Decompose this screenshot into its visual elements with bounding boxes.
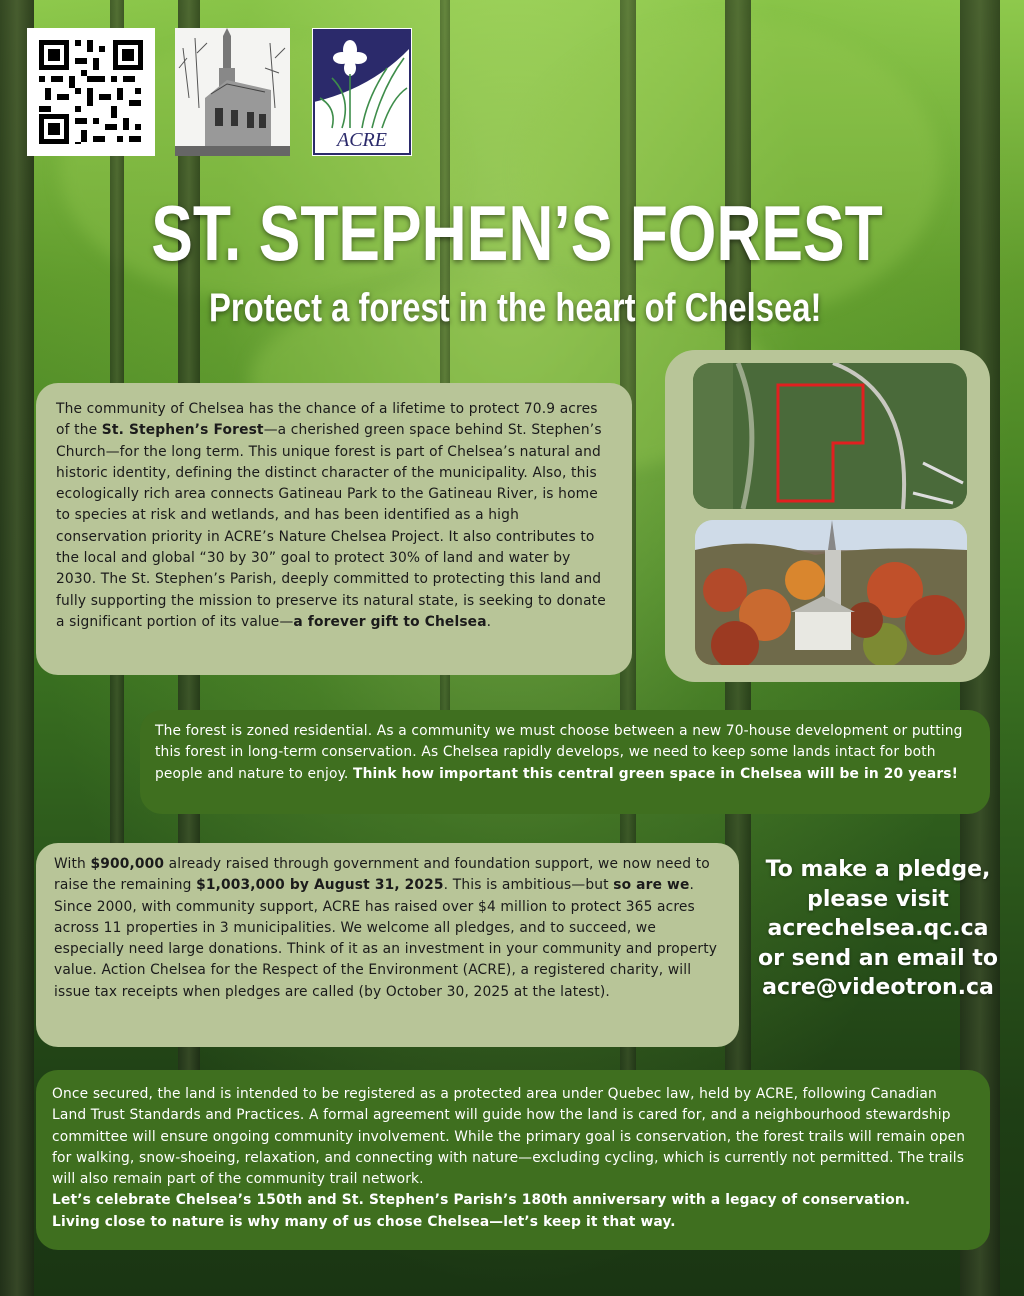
acre-logo — [312, 28, 412, 156]
zoning-text: The forest is zoned residential. As a community we must choose between a new 70-house development or putting this forest in long-term conservation. As Chelsea rapidly develops, we need to keep some lands intact for both people and nature to enjoy. — [155, 723, 963, 782]
anniversary-callout: Let’s celebrate Chelsea’s 150th and St. Stephen’s Parish’s 180th anniversary with a legacy of conservation. — [52, 1192, 911, 1209]
page-title: ST. STEPHEN’S FOREST — [151, 189, 883, 277]
intro-text: The community of Chelsea has the chance of a lifetime to protect 70.9 acres of the — [56, 401, 598, 439]
church-icon — [175, 28, 290, 156]
aerial-photo-icon — [695, 520, 967, 665]
acre-logo-text: ACRE — [337, 129, 387, 151]
funding-text: With — [54, 856, 91, 872]
qr-code-icon — [27, 28, 155, 156]
pledge-line: please visit — [807, 886, 949, 912]
property-map-image — [693, 363, 967, 509]
pledge-line: or send an email to — [758, 945, 998, 971]
conservation-panel — [36, 1070, 990, 1250]
raised-amount: $900,000 — [90, 856, 165, 872]
conservation-text: Once secured, the land is intended to be registered as a protected area under Quebec law, held by ACRE, following Canadian Land Trust Standards and Practices. A formal agreement will guide how the land is cared for, and a neighbourhood stewardship committee will ensure ongoing community involvement. While the primary goal is conservation, the forest trails will remain open for walking, snow-shoeing, relaxation, and connecting with nature—excluding cycling, which is currently not permitted. The trails will also remain part of the community trail network. — [52, 1086, 966, 1188]
iris-flower-icon — [312, 28, 412, 156]
intro-forest-name: St. Stephen’s Forest — [101, 422, 264, 439]
church-sketch-image — [175, 28, 290, 156]
pledge-email-link[interactable]: acre@videotron.ca — [762, 975, 994, 1000]
so-are-we: so are we — [613, 877, 690, 894]
intro-forever-gift: a forever gift to Chelsea — [293, 613, 487, 630]
pledge-website-link[interactable]: acrechelsea.qc.ca — [767, 916, 989, 941]
intro-text: . — [486, 613, 492, 630]
pledge-call-to-action — [750, 855, 1006, 1003]
funding-text: . This is ambitious—but — [443, 877, 614, 894]
tree-trunk — [0, 0, 34, 1296]
intro-text: —a cherished green space behind St. Stephen’s Church—for the long term. This unique forest is part of Chelsea’s natural and historic identity, defining the distinct character of the municipality. Also, this ecologically rich area connects Gatineau Park to the Gatineau River, is home to species at risk and wetlands, and has been identified as a high conservation priority in ACRE’s Nature Chelsea Project. It also contributes to the local and global “30 by 30” goal to protect 30% of land and water by 2030. The St. Stephen’s Parish, deeply committed to protecting this land and fully supporting the mission to preserve its natural state, is seeking to donate a significant portion of its value— — [56, 422, 606, 630]
closing-callout: Living close to nature is why many of us chose Chelsea—let’s keep it that way. — [52, 1213, 676, 1230]
aerial-church-photo — [695, 520, 967, 665]
funding-text: already raised through government and foundation support, we now need to raise the remaining — [54, 856, 710, 894]
zoning-callout: Think how important this central green space in Chelsea will be in 20 years! — [353, 765, 959, 782]
qr-code[interactable] — [27, 28, 155, 156]
funding-text: . Since 2000, with community support, ACRE has raised over $4 million to protect 365 acres across 11 properties in 3 municipalities. We welcome all pledges, and to succeed, we especially need large donations. Think of it as an investment in your community and property value. Action Chelsea for the Respect of the Environment (ACRE), a registered charity, will issue tax receipts when pledges are called (by October 30, 2025 at the latest). — [54, 877, 718, 1000]
page-subtitle: Protect a forest in the heart of Chelsea! — [209, 286, 822, 330]
map-icon — [693, 363, 967, 509]
intro-panel — [36, 383, 632, 675]
funding-panel — [36, 843, 739, 1047]
pledge-line: To make a pledge, — [765, 857, 991, 882]
photo-frame — [665, 350, 990, 682]
remaining-amount-deadline: $1,003,000 by August 31, 2025 — [196, 877, 444, 894]
zoning-panel — [140, 710, 990, 814]
